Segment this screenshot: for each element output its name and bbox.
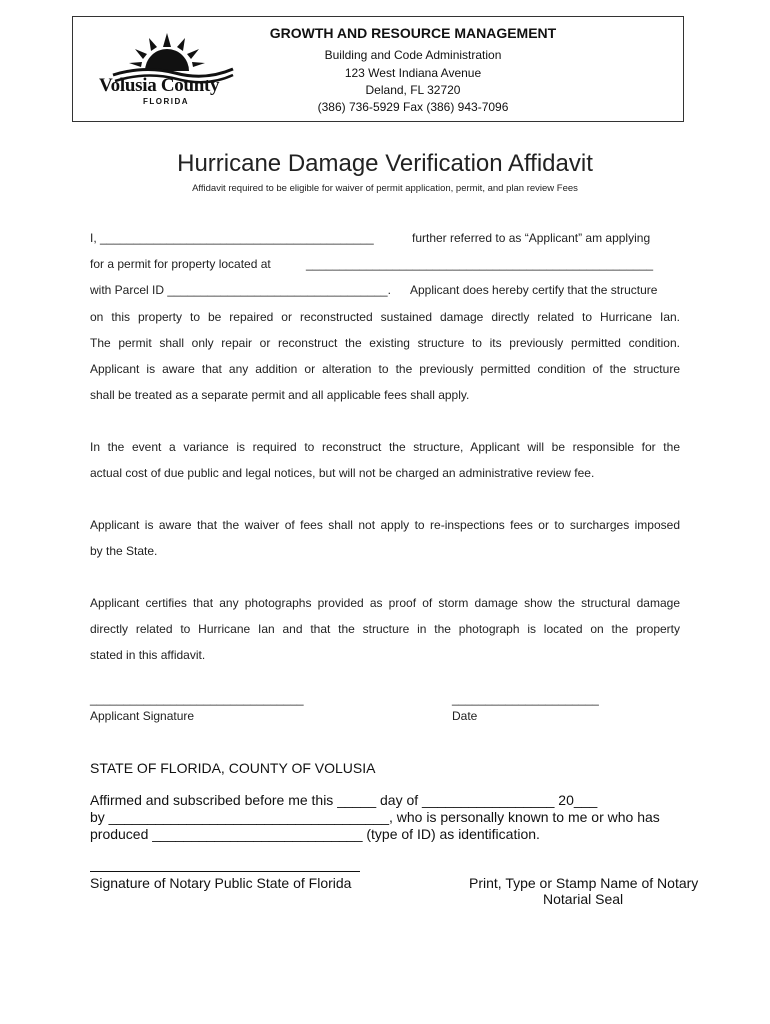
para1-line3-end: Applicant does hereby certify that the structure (410, 283, 658, 297)
notary-print-label: Print, Type or Stamp Name of Notary (469, 875, 699, 891)
para2-line2: actual cost of due public and legal notices, but will not be charged an administrative review fee. (90, 466, 595, 480)
notary-line3: produced ___________________________ (type of ID) as identification. (90, 826, 540, 842)
date-line: ______________________ (452, 692, 599, 706)
parcel-id-blank: with Parcel ID _________________________________. (90, 283, 391, 297)
notary-signature-label: Signature of Notary Public State of Florida (90, 875, 352, 891)
para1-line7: shall be treated as a separate permit and all applicable fees shall apply. (90, 388, 470, 402)
para1-line2-start: for a permit for property located at (90, 257, 271, 271)
county-logo-text: Volusia County (99, 75, 220, 96)
notarial-seal-label: Notarial Seal (543, 891, 624, 907)
para4-line1: Applicant certifies that any photographs provided as proof of storm damage show the structural damage (90, 596, 680, 610)
para2-line1: In the event a variance is required to reconstruct the structure, Applicant will be responsible for the (90, 440, 680, 454)
notary-state-county: STATE OF FLORIDA, COUNTY OF VOLUSIA (90, 760, 376, 776)
para1-line4: on this property to be repaired or reconstructed sustained damage directly related to Hurricane Ian. (90, 310, 680, 324)
para1-line6: Applicant is aware that any addition or alteration to the previously permitted condition of the structure (90, 362, 680, 376)
county-logo-subtext: FLORIDA (143, 97, 190, 106)
notary-signature-rule (90, 871, 360, 872)
para1-line1-end: further referred to as “Applicant” am applying (412, 231, 651, 245)
applicant-signature-line: ________________________________ (90, 692, 304, 706)
para4-line3: stated in this affidavit. (90, 648, 206, 662)
dept-name: Building and Code Administration (324, 48, 502, 62)
page-subtitle: Affidavit required to be eligible for waiver of permit application, permit, and plan review Fees (192, 183, 578, 194)
phone-fax: (386) 736-5929 Fax (386) 943-7096 (317, 100, 509, 114)
notary-line2: by ____________________________________, who is personally known to me or who has (90, 809, 660, 825)
para3-line1: Applicant is aware that the waiver of fees shall not apply to re-inspections fees or to surcharges imposed (90, 518, 680, 532)
applicant-name-blank: I, _________________________________________ (90, 231, 374, 245)
para1-line5: The permit shall only repair or reconstruct the existing structure to its previously permitted condition. (90, 336, 680, 350)
applicant-signature-label: Applicant Signature (90, 709, 195, 723)
notary-line1: Affirmed and subscribed before me this _____ day of _________________ 20___ (90, 792, 598, 808)
para3-line2: by the State. (90, 544, 158, 558)
street-address: 123 West Indiana Avenue (344, 66, 482, 80)
para4-line2: directly related to Hurricane Ian and that the structure in the photograph is located on the property (90, 622, 680, 636)
city-address: Deland, FL 32720 (365, 83, 461, 97)
property-address-blank: ____________________________________________________ (306, 257, 654, 271)
org-name: GROWTH AND RESOURCE MANAGEMENT (269, 25, 557, 41)
page-title: Hurricane Damage Verification Affidavit (177, 150, 593, 177)
letterhead (72, 16, 684, 122)
date-label: Date (452, 709, 478, 723)
